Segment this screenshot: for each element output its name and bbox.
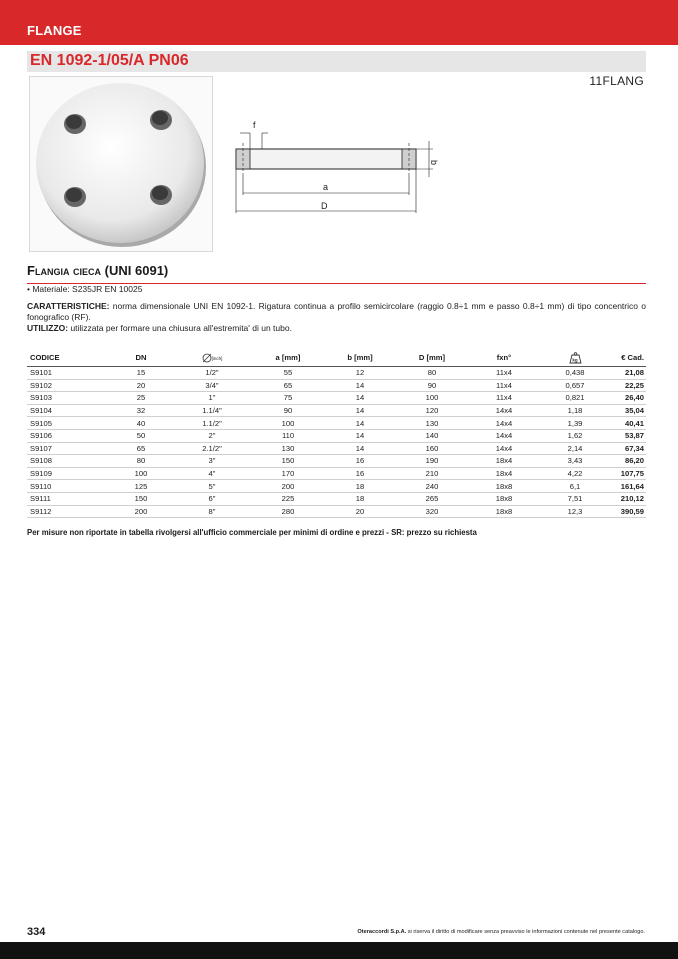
cell-price: 22,25: [610, 379, 646, 392]
label-a: a: [323, 182, 329, 192]
cell-code: S9106: [27, 429, 110, 442]
table-row: [27, 392, 646, 405]
cell-dn: 65: [110, 442, 172, 455]
col-a: a [mm]: [252, 349, 324, 367]
cell-a: 90: [252, 404, 324, 417]
product-standard-title: EN 1092-1/05/A PN06: [30, 52, 189, 69]
cell-fxn: 11x4: [468, 379, 540, 392]
footer-company: Oteraccordi S.p.A.: [357, 929, 407, 935]
col-price: € Cad.: [610, 349, 646, 367]
col-code: CODICE: [27, 349, 110, 367]
use-text: utilizzata per formare una chiusura all'estremita' di un tubo.: [68, 323, 292, 333]
cell-fxn: 11x4: [468, 367, 540, 380]
label-f: f: [253, 120, 256, 130]
cell-d: 130: [396, 417, 468, 430]
cell-fxn: 18x8: [468, 480, 540, 493]
weight-icon: [569, 352, 582, 364]
cell-b: 18: [324, 480, 396, 493]
cell-dn: 50: [110, 429, 172, 442]
cell-fxn: 18x8: [468, 492, 540, 505]
cell-code: S9108: [27, 455, 110, 468]
cell-a: 130: [252, 442, 324, 455]
table-row: [27, 429, 646, 442]
table-row: [27, 467, 646, 480]
product-title-bar: [27, 51, 646, 72]
table-row: [27, 442, 646, 455]
cell-a: 110: [252, 429, 324, 442]
blind-flange-image: [30, 77, 212, 251]
table-row: [27, 367, 646, 380]
cell-fxn: 11x4: [468, 392, 540, 405]
cell-diameter: 1.1/4": [172, 404, 252, 417]
col-weight: [540, 349, 610, 367]
cell-code: S9102: [27, 379, 110, 392]
col-d: D [mm]: [396, 349, 468, 367]
product-description: [27, 301, 646, 334]
cell-d: 80: [396, 367, 468, 380]
cell-a: 170: [252, 467, 324, 480]
cell-price: 107,75: [610, 467, 646, 480]
cell-weight: 7,51: [540, 492, 610, 505]
cell-dn: 100: [110, 467, 172, 480]
cell-dn: 25: [110, 392, 172, 405]
product-table: [27, 349, 646, 518]
cell-d: 140: [396, 429, 468, 442]
weight-icon-label: kg: [571, 357, 578, 362]
section-header-bar: [0, 0, 678, 45]
cell-d: 190: [396, 455, 468, 468]
product-norm: (UNI 6091): [104, 263, 169, 278]
cell-dn: 150: [110, 492, 172, 505]
cell-code: S9110: [27, 480, 110, 493]
characteristics-label: CARATTERISTICHE:: [27, 301, 110, 311]
cell-diameter: 5": [172, 480, 252, 493]
cell-price: 86,20: [610, 455, 646, 468]
cell-code: S9104: [27, 404, 110, 417]
cell-price: 21,08: [610, 367, 646, 380]
cell-weight: 0,438: [540, 367, 610, 380]
cell-price: 26,40: [610, 392, 646, 405]
col-diameter: [172, 349, 252, 367]
cell-weight: 1,62: [540, 429, 610, 442]
cell-code: S9103: [27, 392, 110, 405]
cell-fxn: 14x4: [468, 429, 540, 442]
cell-dn: 200: [110, 505, 172, 518]
cell-b: 14: [324, 429, 396, 442]
cell-a: 225: [252, 492, 324, 505]
product-heading: [27, 262, 646, 284]
cell-d: 240: [396, 480, 468, 493]
cell-diameter: 2.1/2": [172, 442, 252, 455]
cell-code: S9101: [27, 367, 110, 380]
table-row: [27, 480, 646, 493]
cell-d: 320: [396, 505, 468, 518]
cell-weight: 1,18: [540, 404, 610, 417]
cell-b: 16: [324, 455, 396, 468]
cell-fxn: 14x4: [468, 417, 540, 430]
cell-dn: 40: [110, 417, 172, 430]
cell-b: 18: [324, 492, 396, 505]
section-title: FLANGE: [27, 23, 82, 38]
cell-b: 14: [324, 442, 396, 455]
cell-weight: 12,3: [540, 505, 610, 518]
cell-fxn: 18x4: [468, 455, 540, 468]
cell-code: S9107: [27, 442, 110, 455]
table-row: [27, 455, 646, 468]
cell-dn: 125: [110, 480, 172, 493]
cell-a: 150: [252, 455, 324, 468]
cell-b: 14: [324, 417, 396, 430]
cell-diameter: 1": [172, 392, 252, 405]
cell-dn: 32: [110, 404, 172, 417]
cell-diameter: 3/4": [172, 379, 252, 392]
cell-code: S9109: [27, 467, 110, 480]
cell-dn: 20: [110, 379, 172, 392]
cell-fxn: 14x4: [468, 404, 540, 417]
table-row: [27, 404, 646, 417]
cell-b: 16: [324, 467, 396, 480]
cell-diameter: 1.1/2": [172, 417, 252, 430]
footer-disclaimer: [357, 929, 645, 935]
cell-a: 55: [252, 367, 324, 380]
table-note: Per misure non riportate in tabella rivolgersi all'ufficio commerciale per minimi di ordine e prezzi - SR: prezzo su richiesta: [27, 528, 477, 537]
cell-weight: 0,821: [540, 392, 610, 405]
cell-dn: 15: [110, 367, 172, 380]
cell-price: 67,34: [610, 442, 646, 455]
table-row: [27, 492, 646, 505]
label-D: D: [321, 201, 328, 211]
technical-drawing: [228, 113, 448, 218]
cell-price: 40,41: [610, 417, 646, 430]
cell-weight: 1,39: [540, 417, 610, 430]
catalog-code: 11FLANG: [589, 74, 644, 88]
cell-weight: 2,14: [540, 442, 610, 455]
cell-d: 120: [396, 404, 468, 417]
page-number: 334: [27, 926, 46, 938]
cell-diameter: 1/2": [172, 367, 252, 380]
cell-price: 53,87: [610, 429, 646, 442]
cell-a: 65: [252, 379, 324, 392]
product-photo: [29, 76, 213, 252]
cell-diameter: 6": [172, 492, 252, 505]
cell-fxn: 14x4: [468, 442, 540, 455]
table-header-row: [27, 349, 646, 367]
cell-b: 12: [324, 367, 396, 380]
table-row: [27, 505, 646, 518]
material-line: • Materiale: S235JR EN 10025: [27, 284, 143, 294]
cell-diameter: 2": [172, 429, 252, 442]
cell-price: 390,59: [610, 505, 646, 518]
cell-d: 265: [396, 492, 468, 505]
product-name: Flangia cieca: [27, 263, 105, 278]
cell-d: 100: [396, 392, 468, 405]
cell-price: 35,04: [610, 404, 646, 417]
cell-weight: 6,1: [540, 480, 610, 493]
cell-d: 90: [396, 379, 468, 392]
table-row: [27, 417, 646, 430]
table-row: [27, 379, 646, 392]
cell-weight: 0,657: [540, 379, 610, 392]
cell-price: 210,12: [610, 492, 646, 505]
characteristics-text: norma dimensionale UNI EN 1092-1. Rigatura continua a profilo semicircolare (raggio 0.8÷1 mm e passo 0.8÷1 mm) di tipo concentrico o fonografico (RF).: [27, 301, 646, 322]
cell-fxn: 18x8: [468, 505, 540, 518]
cell-weight: 3,43: [540, 455, 610, 468]
cell-diameter: 3": [172, 455, 252, 468]
diameter-unit: [inch]: [211, 355, 223, 361]
cell-b: 14: [324, 404, 396, 417]
cell-a: 100: [252, 417, 324, 430]
cell-weight: 4,22: [540, 467, 610, 480]
cell-a: 200: [252, 480, 324, 493]
col-dn: DN: [110, 349, 172, 367]
cell-code: S9111: [27, 492, 110, 505]
label-b: b: [429, 160, 439, 166]
cell-d: 210: [396, 467, 468, 480]
cell-b: 14: [324, 379, 396, 392]
col-fxn: fxn°: [468, 349, 540, 367]
col-b: b [mm]: [324, 349, 396, 367]
cell-a: 75: [252, 392, 324, 405]
bottom-bar: [0, 942, 678, 959]
use-label: UTILIZZO:: [27, 323, 69, 333]
cell-diameter: 8": [172, 505, 252, 518]
cell-code: S9105: [27, 417, 110, 430]
cell-price: 161,64: [610, 480, 646, 493]
cell-b: 20: [324, 505, 396, 518]
cell-fxn: 18x4: [468, 467, 540, 480]
cell-diameter: 4": [172, 467, 252, 480]
cell-code: S9112: [27, 505, 110, 518]
diameter-icon: [202, 353, 212, 363]
cell-a: 280: [252, 505, 324, 518]
cell-d: 160: [396, 442, 468, 455]
footer-text: si riserva il diritto di modificare senza preavviso le informazioni contenute nel presente catalogo.: [406, 929, 645, 935]
cell-dn: 80: [110, 455, 172, 468]
cell-b: 14: [324, 392, 396, 405]
